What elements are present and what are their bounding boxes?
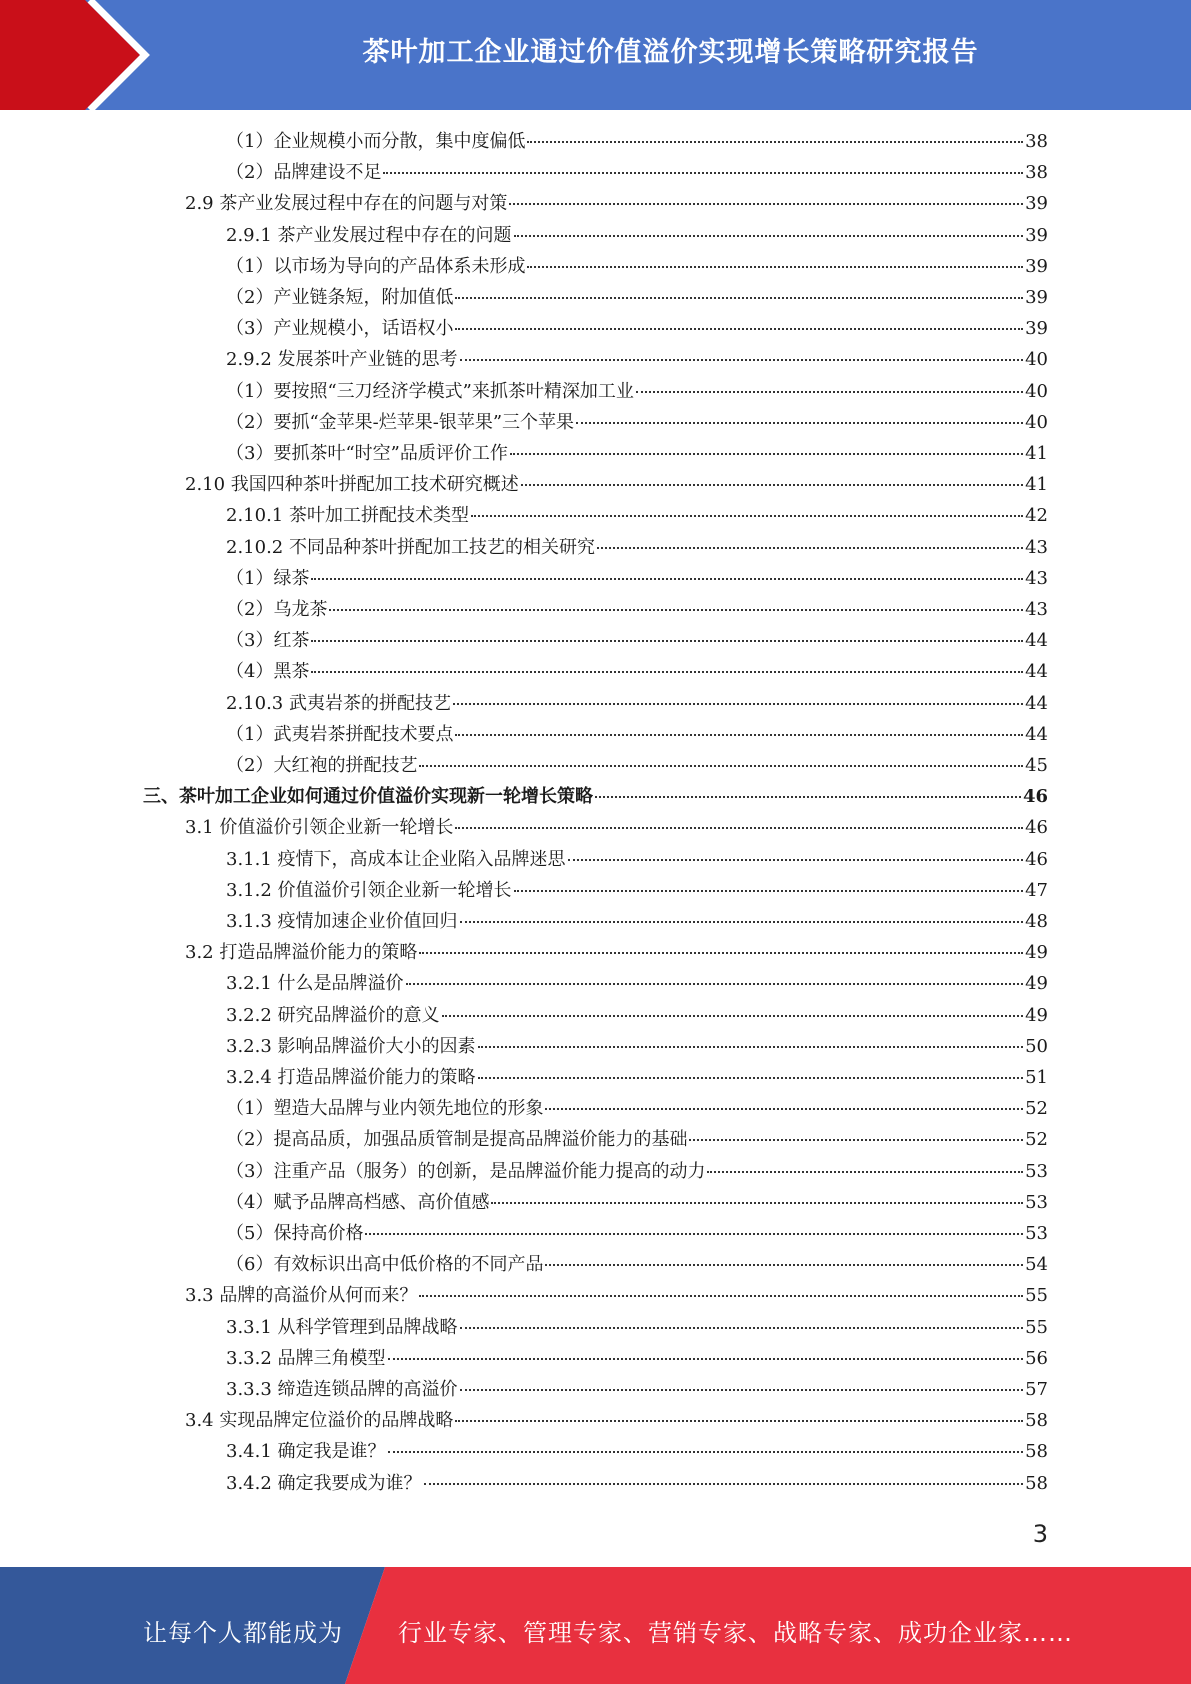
toc-dot-leader [455,297,1023,299]
footer-slogan-left: 让每个人都能成为 [143,1619,343,1647]
toc-entry-title: 2.9.1 茶产业发展过程中存在的问题 [226,224,512,246]
toc-entry-page: 42 [1025,505,1048,527]
toc-dot-leader [545,1108,1023,1110]
toc-entry-title: 3.2.4 打造品牌溢价能力的策略 [226,1067,476,1088]
toc-entry[interactable] [226,1063,1048,1094]
toc-entry-page: 52 [1025,1098,1048,1120]
toc-dot-leader [455,1420,1023,1422]
toc-entry-title: （1）绿茶 [226,567,310,589]
toc-dot-leader [491,1202,1023,1204]
toc-entry-page: 39 [1025,224,1048,246]
toc-entry-title: （5）保持高价格 [226,1223,364,1244]
toc-dot-leader [527,266,1023,268]
toc-entry-page: 58 [1025,1410,1048,1432]
toc-dot-leader [460,1389,1024,1391]
toc-entry-page: 50 [1025,1035,1048,1057]
toc-entry-page: 48 [1025,911,1048,932]
toc-entry-title: 3.2.1 什么是品牌溢价 [226,973,404,995]
toc-entry-title: 3.3.3 缔造连锁品牌的高溢价 [226,1379,458,1400]
toc-dot-leader [568,859,1024,861]
toc-entry[interactable] [226,501,1048,532]
toc-entry-title: 3.1 价值溢价引领企业新一轮增长 [185,817,454,839]
toc-entry-page: 44 [1025,723,1048,745]
toc-dot-leader [707,1171,1023,1173]
toc-entry-page: 41 [1025,443,1048,464]
toc-entry-page: 58 [1025,1472,1048,1494]
toc-entry[interactable] [226,657,1048,688]
toc-dot-leader [597,547,1023,549]
toc-dot-leader [527,141,1023,143]
toc-entry[interactable] [226,221,1048,252]
header-red-arrow-decoration [0,0,150,110]
toc-entry-title: （3）注重产品（服务）的创新，是品牌溢价能力提高的动力 [226,1160,706,1182]
toc-entry-title: 3.1.1 疫情下，高成本让企业陷入品牌迷思 [226,848,566,870]
toc-dot-leader [329,609,1023,611]
toc-entry-title: （6）有效标识出高中低价格的不同产品 [226,1254,544,1276]
toc-entry[interactable] [226,595,1048,626]
toc-entry-page: 54 [1025,1254,1048,1276]
toc-entry[interactable] [226,1344,1048,1375]
toc-entry-page: 53 [1025,1160,1048,1182]
toc-entry-title: （1）塑造大品牌与业内领先地位的形象 [226,1098,544,1120]
toc-entry-title: 2.9 茶产业发展过程中存在的问题与对策 [185,193,508,215]
toc-entry-page: 43 [1025,599,1048,620]
toc-entry[interactable] [226,1313,1048,1344]
toc-entry-title: （2）乌龙茶 [226,599,328,620]
toc-entry-title: 三、茶叶加工企业如何通过价值溢价实现新一轮增长策略 [143,786,593,808]
toc-entry-title: 3.3 品牌的高溢价从何而来？ [185,1285,418,1307]
toc-entry-title: 3.4.1 确定我是谁？ [226,1441,386,1463]
toc-dot-leader [689,1139,1023,1141]
toc-entry[interactable] [226,1250,1048,1281]
toc-entry[interactable] [226,1469,1048,1500]
toc-dot-leader [455,827,1023,829]
toc-dot-leader [419,952,1023,954]
toc-entry[interactable] [226,158,1048,189]
toc-dot-leader [388,1358,1024,1360]
toc-dot-leader [419,765,1023,767]
toc-entry-page: 40 [1025,411,1048,433]
toc-dot-leader [424,1483,1024,1485]
toc-entry-page: 47 [1025,879,1048,901]
toc-entry[interactable] [226,1219,1048,1250]
toc-entry[interactable] [143,782,1048,813]
toc-dot-leader [471,515,1023,517]
toc-entry-title: （2）大红袍的拼配技艺 [226,755,418,776]
toc-entry-page: 38 [1025,131,1048,152]
toc-dot-leader [510,453,1023,455]
toc-entry[interactable] [226,439,1048,470]
toc-entry-page: 44 [1025,630,1048,652]
toc-entry-page: 49 [1025,1004,1048,1026]
toc-entry-title: （1）企业规模小而分散，集中度偏低 [226,131,526,152]
toc-entry-page: 39 [1025,193,1048,215]
page-footer [0,1567,1191,1684]
toc-dot-leader [453,703,1023,705]
toc-entry-page: 39 [1025,287,1048,308]
toc-dot-leader [388,1451,1024,1453]
toc-entry[interactable] [226,564,1048,595]
toc-entry-title: 3.4.2 确定我要成为谁？ [226,1472,422,1494]
toc-entry-page: 39 [1025,255,1048,277]
toc-dot-leader [478,1046,1024,1048]
toc-entry[interactable] [226,314,1048,345]
toc-entry[interactable] [226,377,1048,408]
toc-entry-page: 40 [1025,380,1048,402]
toc-entry-title: 2.10 我国四种茶叶拼配加工技术研究概述 [185,474,519,496]
toc-entry-page: 58 [1025,1441,1048,1463]
toc-entry[interactable] [226,689,1048,720]
toc-entry[interactable] [226,1437,1048,1468]
toc-entry-page: 38 [1025,162,1048,184]
toc-entry[interactable] [226,751,1048,782]
toc-entry-title: （2）提高品质，加强品质管制是提高品牌溢价能力的基础 [226,1129,688,1151]
toc-entry-title: （1）以市场为导向的产品体系未形成 [226,255,526,277]
toc-entry-page: 55 [1025,1316,1048,1338]
toc-dot-leader [514,235,1024,237]
toc-entry[interactable] [226,876,1048,907]
toc-entry-title: 2.9.2 发展茶叶产业链的思考 [226,349,458,371]
toc-dot-leader [545,1264,1023,1266]
toc-entry-title: 3.3.2 品牌三角模型 [226,1347,386,1369]
toc-entry[interactable] [226,252,1048,283]
toc-entry-title: （4）赋予品牌高档感、高价值感 [226,1191,490,1213]
page-number: 3 [1032,1520,1048,1548]
page-header [0,0,1191,110]
toc-entry-title: （3）产业规模小，话语权小 [226,318,454,340]
toc-entry-page: 46 [1022,786,1048,808]
toc-entry-title: （1）武夷岩茶拼配技术要点 [226,723,454,745]
toc-entry-page: 51 [1025,1067,1048,1088]
toc-entry[interactable] [226,1032,1048,1063]
toc-entry-page: 49 [1025,973,1048,995]
toc-entry-page: 46 [1025,817,1048,839]
toc-entry-page: 43 [1025,567,1048,589]
toc-entry-page: 44 [1025,692,1048,714]
toc-entry-page: 43 [1025,536,1048,558]
toc-entry[interactable] [185,938,1048,969]
toc-entry[interactable] [226,907,1048,938]
toc-entry-page: 46 [1025,848,1048,870]
toc-entry-page: 44 [1025,661,1048,683]
toc-dot-leader [460,921,1024,923]
toc-entry[interactable] [226,969,1048,1000]
toc-entry[interactable] [226,1188,1048,1219]
toc-entry-title: （4）黑茶 [226,661,310,683]
toc-entry-title: 3.4 实现品牌定位溢价的品牌战略 [185,1410,454,1432]
toc-dot-leader [311,578,1023,580]
toc-entry-title: （3）要抓茶叶“时空”品质评价工作 [226,443,508,464]
toc-dot-leader [521,484,1023,486]
toc-dot-leader [311,671,1023,673]
toc-entry-page: 40 [1025,349,1048,371]
toc-dot-leader [419,1295,1023,1297]
toc-entry[interactable] [226,127,1048,158]
toc-entry[interactable] [226,533,1048,564]
toc-entry[interactable] [185,189,1048,220]
report-title: 茶叶加工企业通过价值溢价实现增长策略研究报告 [362,37,979,68]
toc-entry-title: 2.10.1 茶叶加工拼配技术类型 [226,505,469,527]
toc-entry[interactable] [226,1001,1048,1032]
toc-dot-leader [595,796,1021,798]
toc-entry-page: 45 [1025,755,1048,776]
toc-dot-leader [576,422,1023,424]
toc-entry-title: 3.2.2 研究品牌溢价的意义 [226,1004,440,1026]
toc-entry-page: 57 [1025,1379,1048,1400]
toc-entry[interactable] [226,845,1048,876]
toc-dot-leader [460,1327,1024,1329]
toc-entry[interactable] [185,813,1048,844]
toc-dot-leader [478,1077,1024,1079]
toc-entry[interactable] [226,720,1048,751]
toc-entry-page: 53 [1025,1191,1048,1213]
toc-entry-page: 39 [1025,318,1048,340]
toc-entry[interactable] [185,470,1048,501]
toc-dot-leader [514,890,1024,892]
toc-dot-leader [455,734,1023,736]
toc-entry[interactable] [226,1094,1048,1125]
toc-entry-title: 2.10.3 武夷岩茶的拼配技艺 [226,692,451,714]
toc-entry[interactable] [226,345,1048,376]
toc-entry-title: 3.1.3 疫情加速企业价值回归 [226,911,458,932]
toc-entry-title: （2）品牌建设不足 [226,162,382,184]
toc-dot-leader [406,983,1024,985]
toc-entry-page: 52 [1025,1129,1048,1151]
toc-dot-leader [383,172,1023,174]
footer-slogan-right: 行业专家、管理专家、营销专家、战略专家、成功企业家…… [398,1619,1073,1647]
toc-entry[interactable] [226,1375,1048,1406]
toc-dot-leader [365,1233,1023,1235]
toc-entry[interactable] [185,1406,1048,1437]
toc-entry-page: 53 [1025,1223,1048,1244]
toc-entry[interactable] [226,1157,1048,1188]
toc-dot-leader [455,328,1023,330]
toc-entry[interactable] [226,1125,1048,1156]
toc-entry-page: 49 [1025,942,1048,964]
toc-entry[interactable] [226,408,1048,439]
toc-dot-leader [636,391,1023,393]
toc-entry-title: 2.10.2 不同品种茶叶拼配加工技艺的相关研究 [226,536,595,558]
toc-entry-title: 3.2 打造品牌溢价能力的策略 [185,942,418,964]
toc-dot-leader [509,203,1023,205]
toc-entry-title: 3.1.2 价值溢价引领企业新一轮增长 [226,879,512,901]
toc-entry-title: 3.2.3 影响品牌溢价大小的因素 [226,1035,476,1057]
toc-entry-title: （3）红茶 [226,630,310,652]
toc-entry-title: （1）要按照“三刀经济学模式”来抓茶叶精深加工业 [226,380,634,402]
toc-entry[interactable] [226,626,1048,657]
toc-dot-leader [442,1015,1024,1017]
toc-entry[interactable] [185,1281,1048,1312]
toc-entry[interactable] [226,283,1048,314]
toc-entry-page: 56 [1025,1347,1048,1369]
toc-entry-page: 55 [1025,1285,1048,1307]
toc-entry-title: （2）产业链条短，附加值低 [226,287,454,308]
toc-entry-title: 3.3.1 从科学管理到品牌战略 [226,1316,458,1338]
toc-entry-page: 41 [1025,474,1048,496]
toc-entry-title: （2）要抓“金苹果-烂苹果-银苹果”三个苹果 [226,411,575,433]
toc-dot-leader [311,640,1023,642]
toc-dot-leader [460,359,1024,361]
